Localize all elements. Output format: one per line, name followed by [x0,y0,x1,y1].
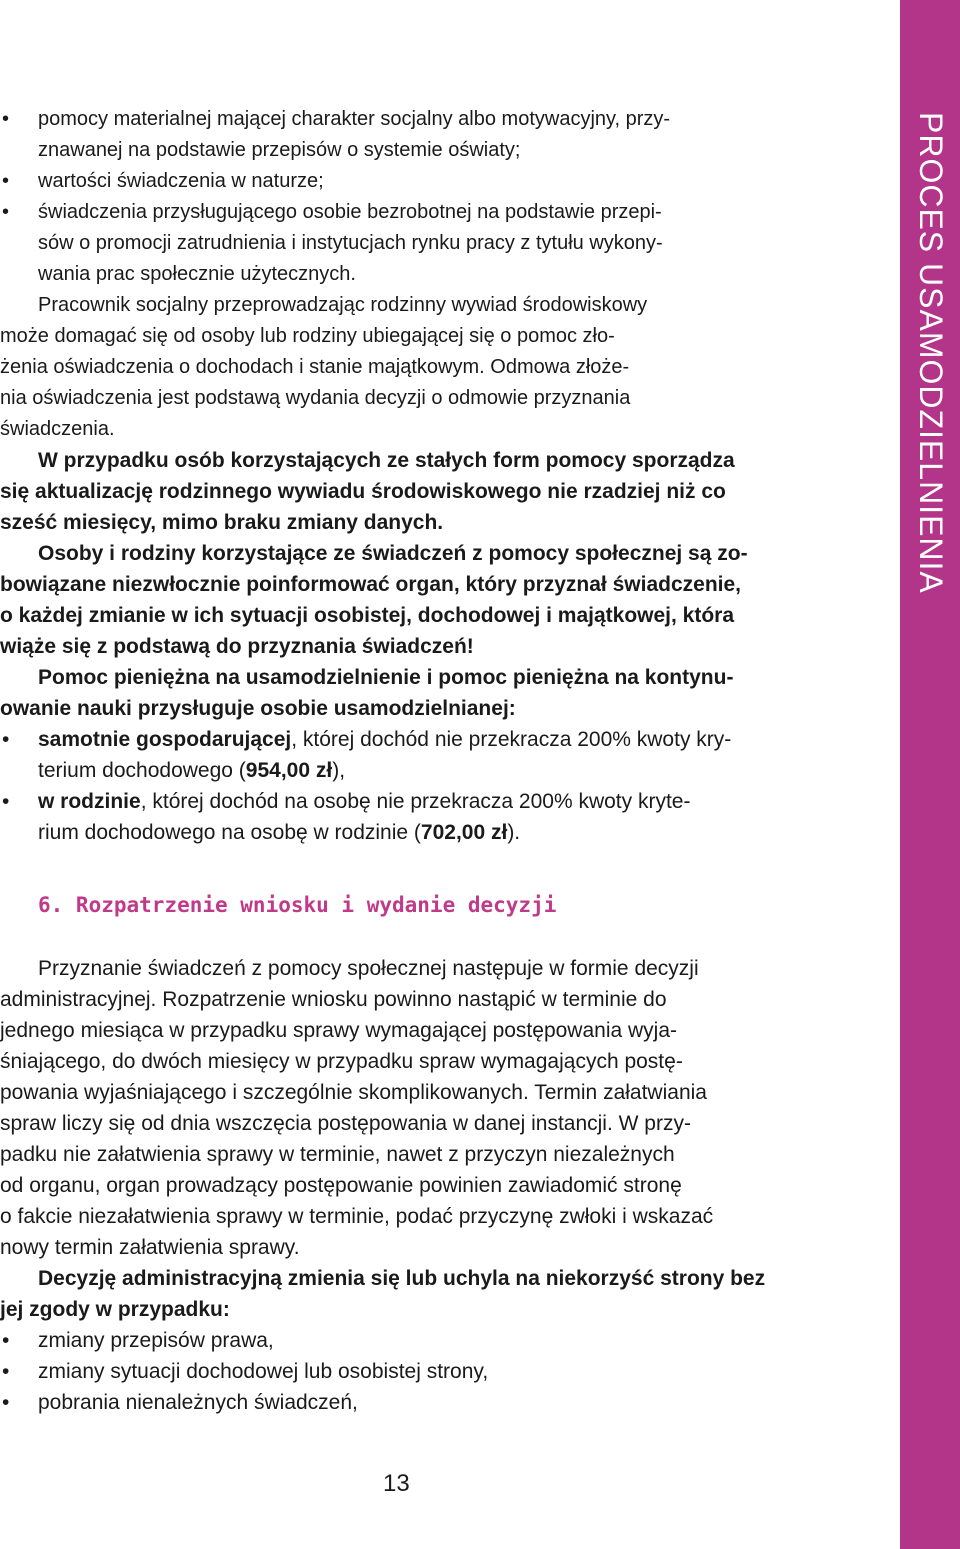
bold-term: samotnie gospodarującej [38,728,292,751]
text-line: żenia oświadczenia o dochodach i stanie majątkowym. Odmowa złoże- [0,356,630,378]
text-line: o fakcie niezałatwienia sprawy w terminie, podać przyczynę zwłoki i wskazać [0,1205,714,1228]
text-line: Osoby i rodziny korzystające ze świadczeń z pomocy społecznej są zo- [38,542,748,565]
text-line: administracyjnej. Rozpatrzenie wniosku powinno nastąpić w terminie do [0,988,667,1011]
list-item: • pobrania nienależnych świadczeń, [0,1387,800,1418]
text-line: bowiązane niezwłocznie poinformować organ, który przyznał świadczenie, [0,573,741,596]
text-line: wania prac społecznie użytecznych. [38,263,356,285]
text-line: Decyzję administracyjną zmienia się lub uchyla na niekorzyść strony bez [38,1267,766,1290]
text-span: rium dochodowego na osobę w rodzinie ( [38,821,421,844]
paragraph-obowiazek [0,538,800,662]
paragraph-pracownik [0,290,800,445]
text-line: spraw liczy się od dnia wszczęcia postępowania w danej instancji. W przy- [0,1112,691,1135]
list-item [0,166,800,197]
text-line: się aktualizację rodzinnego wywiadu środowiskowego nie rzadziej niż co [0,480,726,503]
paragraph-decyzja [0,1263,800,1325]
text-line: jednego miesiąca w przypadku sprawy wymagającej postępowania wyja- [0,1019,678,1042]
sidebar-band [900,0,960,1549]
paragraph-rozpatrzenie [0,953,800,1263]
text-line: świadczenia. [0,418,115,440]
text-line: owanie nauki przysługuje osobie usamodzielnianej: [0,697,516,720]
list-item: • zmiany sytuacji dochodowej lub osobistej strony, [0,1356,800,1387]
text-line: • wartości świadczenia w naturze; [38,170,324,192]
text-span: terium dochodowego ( [38,759,246,782]
paragraph-aktualizacja [0,445,800,538]
text-line: jej zgody w przypadku: [0,1298,230,1321]
section-heading: 6. Rozpatrzenie wniosku i wydanie decyzji [38,893,557,917]
text-line [38,817,800,848]
text-line: • świadczenia przysługującego osobie bezrobotnej na podstawie przepi- [38,201,662,223]
text-line: sześć miesięcy, mimo braku zmiany danych. [0,511,444,534]
text-line: nowy termin załatwienia sprawy. [0,1236,300,1259]
amount: 702,00 zł [420,821,508,844]
text-line: wiąże się z podstawą do przyznania świadczeń! [0,635,474,658]
page-number: 13 [383,1470,410,1497]
sidebar-title: PROCES USAMODZIELNIENIA [913,112,949,594]
list-2 [0,724,800,848]
text-span: ). [507,821,521,844]
text-line: może domagać się od osoby lub rodziny ubiegającej się o pomoc zło- [0,325,615,347]
list-item: • zmiany przepisów prawa, [0,1325,800,1356]
list-3 [0,1325,800,1418]
list-1 [0,104,800,290]
text-line [38,755,800,786]
amount: 954,00 zł [245,759,333,782]
text-line [38,786,800,817]
text-line: sów o promocji zatrudnienia i instytucjach rynku pracy z tytułu wykony- [38,232,663,254]
text-line: od organu, organ prowadzący postępowanie powinien zawiadomić stronę [0,1174,682,1197]
text-span: ), [332,759,346,782]
page-content [0,104,800,1418]
text-span: , której dochód na osobę nie przekracza 200% kwoty kryte- [140,790,691,813]
text-line: • pomocy materialnej mającej charakter socjalny albo motywacyjny, przy- [38,108,671,130]
list-item [0,104,800,166]
list-item [0,197,800,290]
paragraph-pomoc [0,662,800,724]
list-item [0,786,800,848]
text-span: , której dochód nie przekracza 200% kwoty kry- [291,728,732,751]
text-line [38,724,800,755]
bold-term: w rodzinie [38,790,141,813]
text-line: powania wyjaśniającego i szczególnie skomplikowanych. Termin załatwiania [0,1081,707,1104]
text-line: padku nie załatwienia sprawy w terminie, nawet z przyczyn niezależnych [0,1143,675,1166]
text-line: Przyznanie świadczeń z pomocy społecznej następuje w formie decyzji [38,957,699,980]
text-line: Pomoc pieniężna na usamodzielnienie i pomoc pieniężna na kontynu- [38,666,734,689]
text-line: śniającego, do dwóch miesięcy w przypadku spraw wymagających postę- [0,1050,683,1073]
text-line: o każdej zmianie w ich sytuacji osobistej, dochodowej i majątkowej, która [0,604,735,627]
list-item [0,724,800,786]
text-line: nia oświadczenia jest podstawą wydania decyzji o odmowie przyznania [0,387,631,409]
text-line: znawanej na podstawie przepisów o systemie oświaty; [38,139,521,161]
text-line: W przypadku osób korzystających ze stałych form pomocy sporządza [38,449,735,472]
text-line: Pracownik socjalny przeprowadzając rodzinny wywiad środowiskowy [38,294,648,316]
